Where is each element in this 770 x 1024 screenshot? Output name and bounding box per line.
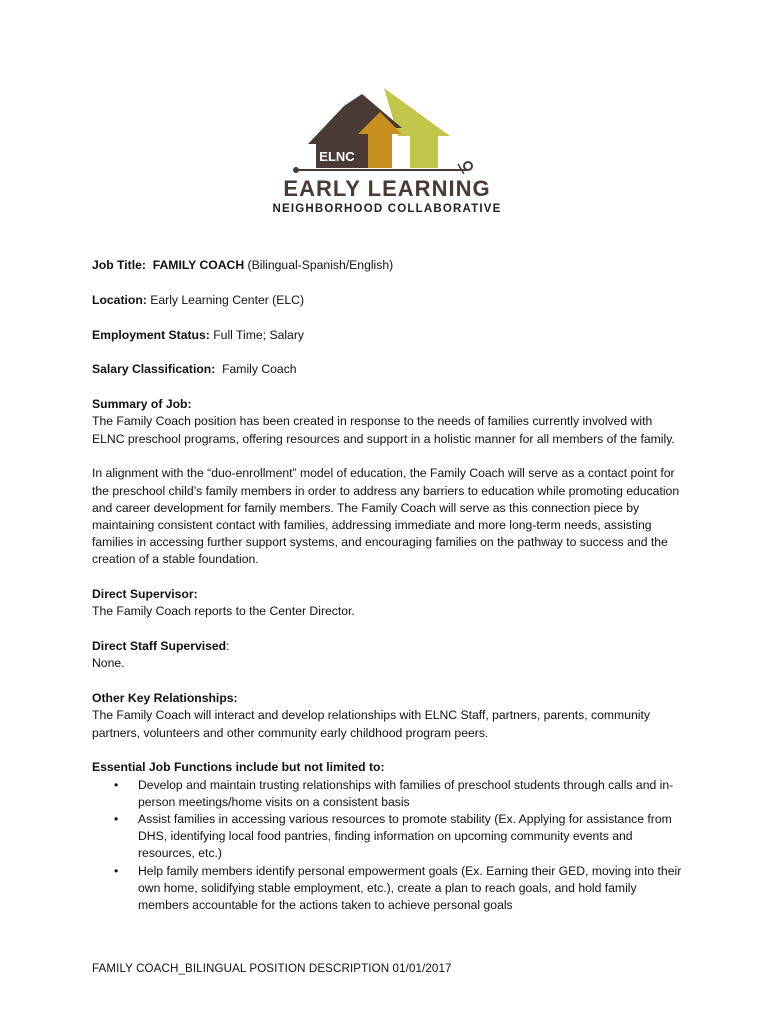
- logo-name-line1: EARLY LEARNING: [283, 176, 491, 201]
- salary-classification-line: [92, 361, 684, 378]
- relationships-text: The Family Coach will interact and develop relationships with ELNC Staff, partners, parents, community partners, volunteers and other community early childhood program peers.: [92, 708, 650, 740]
- salary-classification-label: Salary Classification:: [92, 362, 216, 377]
- job-title-note: (Bilingual-Spanish/English): [247, 258, 394, 272]
- location-line: [92, 292, 684, 309]
- list-item-text: Assist families in accessing various resources to promote stability (Ex. Applying for assistance from DHS, identifying local food pantries, finding information on upcoming community events and resources, etc.): [138, 812, 672, 861]
- relationships-section: [92, 690, 684, 742]
- logo-name-line2: NEIGHBORHOOD COLLABORATIVE: [272, 203, 502, 215]
- list-item: [92, 863, 684, 915]
- job-title-label: Job Title:: [92, 258, 146, 272]
- staff-supervised-heading: Direct Staff Supervised: [92, 639, 227, 654]
- supervisor-heading: Direct Supervisor:: [92, 587, 198, 602]
- supervisor-text: The Family Coach reports to the Center Director.: [92, 604, 355, 619]
- logo-ground-left-dot: [293, 167, 299, 173]
- job-description: [92, 257, 684, 914]
- list-item: [92, 777, 684, 811]
- list-item-text: Develop and maintain trusting relationships with families of preschool students through calls and in-person meetings/home visits on a consistent basis: [138, 777, 674, 809]
- location-label: Location:: [92, 292, 147, 307]
- job-title-value: FAMILY COACH: [152, 258, 245, 272]
- employment-status-line: [92, 327, 684, 344]
- supervisor-section: [92, 586, 684, 620]
- bullet-icon: •: [114, 812, 119, 827]
- location-value: Early Learning Center (ELC): [150, 292, 305, 307]
- employment-status-label: Employment Status:: [92, 327, 210, 342]
- job-title-line: [92, 257, 684, 274]
- logo-ground-right-dot: [464, 162, 472, 170]
- employment-status-value: Full Time; Salary: [213, 327, 304, 342]
- summary-paragraph-2: In alignment with the “duo-enrollment” model of education, the Family Coach will serve as a contact point for the preschool child’s family members in order to address any barriers to education while promoting education and career development for family members. The Family Coach will serve as this connection piece by maintaining consistent contact with families, addressing immediate and more long-term needs, assisting families in accessing further support systems, and encouraging families on the pathway to success and the creation of a stable foundation.: [92, 466, 680, 567]
- staff-supervised-text: None.: [92, 656, 125, 671]
- summary-heading: Summary of Job:: [92, 397, 192, 412]
- summary-section: [92, 396, 684, 448]
- staff-supervised-section: [92, 638, 684, 672]
- relationships-heading: Other Key Relationships:: [92, 691, 238, 706]
- elnc-logo: [272, 84, 502, 216]
- page-footer: FAMILY COACH_BILINGUAL POSITION DESCRIPTION 01/01/2017: [92, 962, 452, 975]
- functions-heading: Essential Job Functions include but not limited to:: [92, 760, 385, 775]
- list-item-text: Help family members identify personal empowerment goals (Ex. Earning their GED, moving into their own home, solidifying stable employment, etc.), create a plan to reach goals, and hold family members accountable for the actions taken to achieve personal goals: [138, 863, 682, 913]
- functions-section: [92, 759, 684, 914]
- functions-list: [92, 777, 684, 915]
- summary-paragraph-1: The Family Coach position has been created in response to the needs of families currently involved with ELNC preschool programs, offering resources and support in a holistic manner for all members of the family.: [92, 414, 675, 446]
- logo-badge: ELNC: [319, 149, 355, 164]
- list-item: [92, 811, 684, 863]
- bullet-icon: •: [114, 777, 119, 792]
- staff-supervised-colon: :: [226, 639, 230, 654]
- bullet-icon: •: [114, 863, 119, 878]
- salary-classification-value: Family Coach: [222, 362, 297, 377]
